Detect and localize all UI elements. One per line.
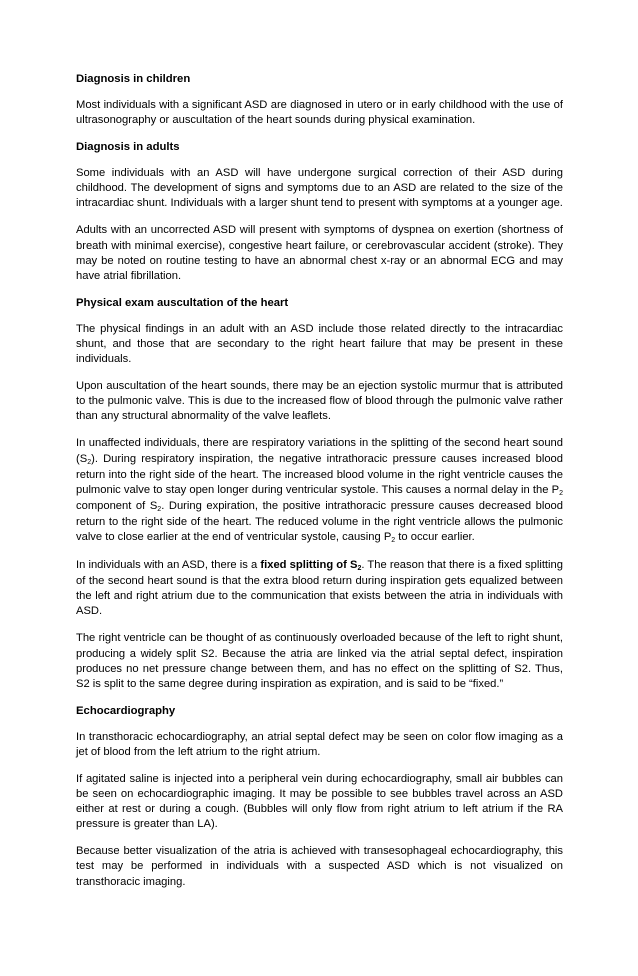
paragraph-children-1: Most individuals with a significant ASD are diagnosed in utero or in early childhood with the use of ultrasonography or auscultation of the heart sounds during physical examination. (76, 99, 563, 127)
text-run: . The reason that there is a fixed splitting of the second heart sound is that the extra blood return during inspiration gets equalized between the left and right atrium due to the communication that exists between the atria in individuals with ASD. (76, 559, 563, 618)
text-run: In individuals with an ASD, there is a (76, 559, 261, 572)
subscript: 2 (357, 565, 362, 573)
heading-diagnosis-adults: Diagnosis in adults (76, 141, 180, 154)
text-run: to occur earlier. (395, 530, 475, 543)
paragraph-physical-5: The right ventricle can be thought of as continuously overloaded because of the left to right shunt, producing a widely split S2. Because the atria are linked via the atrial septal defect, inspiration produces no net pressure change between them, and has no effect on the splitting of S2. Thus, S2 is split to the same degree during inspiration as expiration, and is said to be “fixed.” (76, 632, 563, 690)
bold-term (260, 559, 361, 571)
paragraph-adults-2: Adults with an uncorrected ASD will present with symptoms of dyspnea on exertion (shortness of breath with minimal exercise), congestive heart failure, or cerebrovascular accident (stroke). They may be noted on routine testing to have an abnormal chest x-ray or an abnormal ECG and may have atrial fibrillation. (76, 224, 563, 282)
text-run: . During expiration, the positive intrathoracic pressure causes decreased blood return to the right side of the heart. The reduced volume in the right ventricle allows the pulmonic valve to close earlier at the end of ventricular systole, causing P (76, 499, 563, 543)
subscript: 2 (391, 536, 396, 544)
paragraph-physical-1: The physical findings in an adult with an ASD include those related directly to the intracardiac shunt, and those that are secondary to the right heart failure that may be present in these individuals. (76, 322, 563, 366)
bold-text: fixed splitting of S (260, 559, 358, 572)
heading-echocardiography: Echocardiography (76, 704, 176, 717)
paragraph-echo-3: Because better visualization of the atria is achieved with transesophageal echocardiography, this test may be performed in individuals with a suspected ASD which is not visualized on transthoracic imaging. (76, 845, 563, 888)
document-page (76, 72, 563, 902)
text-run: In unaffected individuals, there are respiratory variations in the splitting of the second heart sound (S (76, 437, 563, 465)
subscript: 2 (87, 458, 92, 466)
subscript: 2 (559, 489, 563, 497)
paragraph-physical-3 (76, 436, 563, 546)
paragraph-adults-1: Some individuals with an ASD will have undergone surgical correction of their ASD during childhood. The development of signs and symptoms due to an ASD are related to the size of the intracardiac shunt. Individuals with a larger shunt tend to present with symptoms at a younger age. (76, 167, 563, 210)
text-run: component of S (76, 499, 158, 512)
paragraph-echo-1: In transthoracic echocardiography, an atrial septal defect may be seen on color flow imaging as a jet of blood from the left atrium to the right atrium. (76, 730, 563, 758)
paragraph-physical-4 (76, 558, 563, 619)
heading-diagnosis-children: Diagnosis in children (76, 73, 191, 85)
paragraph-physical-2: Upon auscultation of the heart sounds, there may be an ejection systolic murmur that is attributed to the pulmonic valve. This is due to the increased flow of blood through the pulmonic valve rather than any structural abnormality of the valve leaflets. (76, 380, 563, 423)
paragraph-echo-2: If agitated saline is injected into a peripheral vein during echocardiography, small air bubbles can be seen on echocardiographic imaging. It may be possible to see bubbles travel across an ASD either at rest or during a cough. (Bubbles will only flow from right atrium to left atrium if the RA pressure is greater than LA). (76, 773, 563, 831)
subscript: 2 (157, 505, 162, 513)
text-run: ). During respiratory inspiration, the negative intrathoracic pressure causes increased blood return into the right side of the heart. The increased blood volume in the right ventricle causes the pulmonic valve to stay open longer during ventricular systole. This causes a normal delay in the P (76, 452, 563, 496)
heading-physical-exam: Physical exam auscultation of the heart (76, 296, 289, 309)
